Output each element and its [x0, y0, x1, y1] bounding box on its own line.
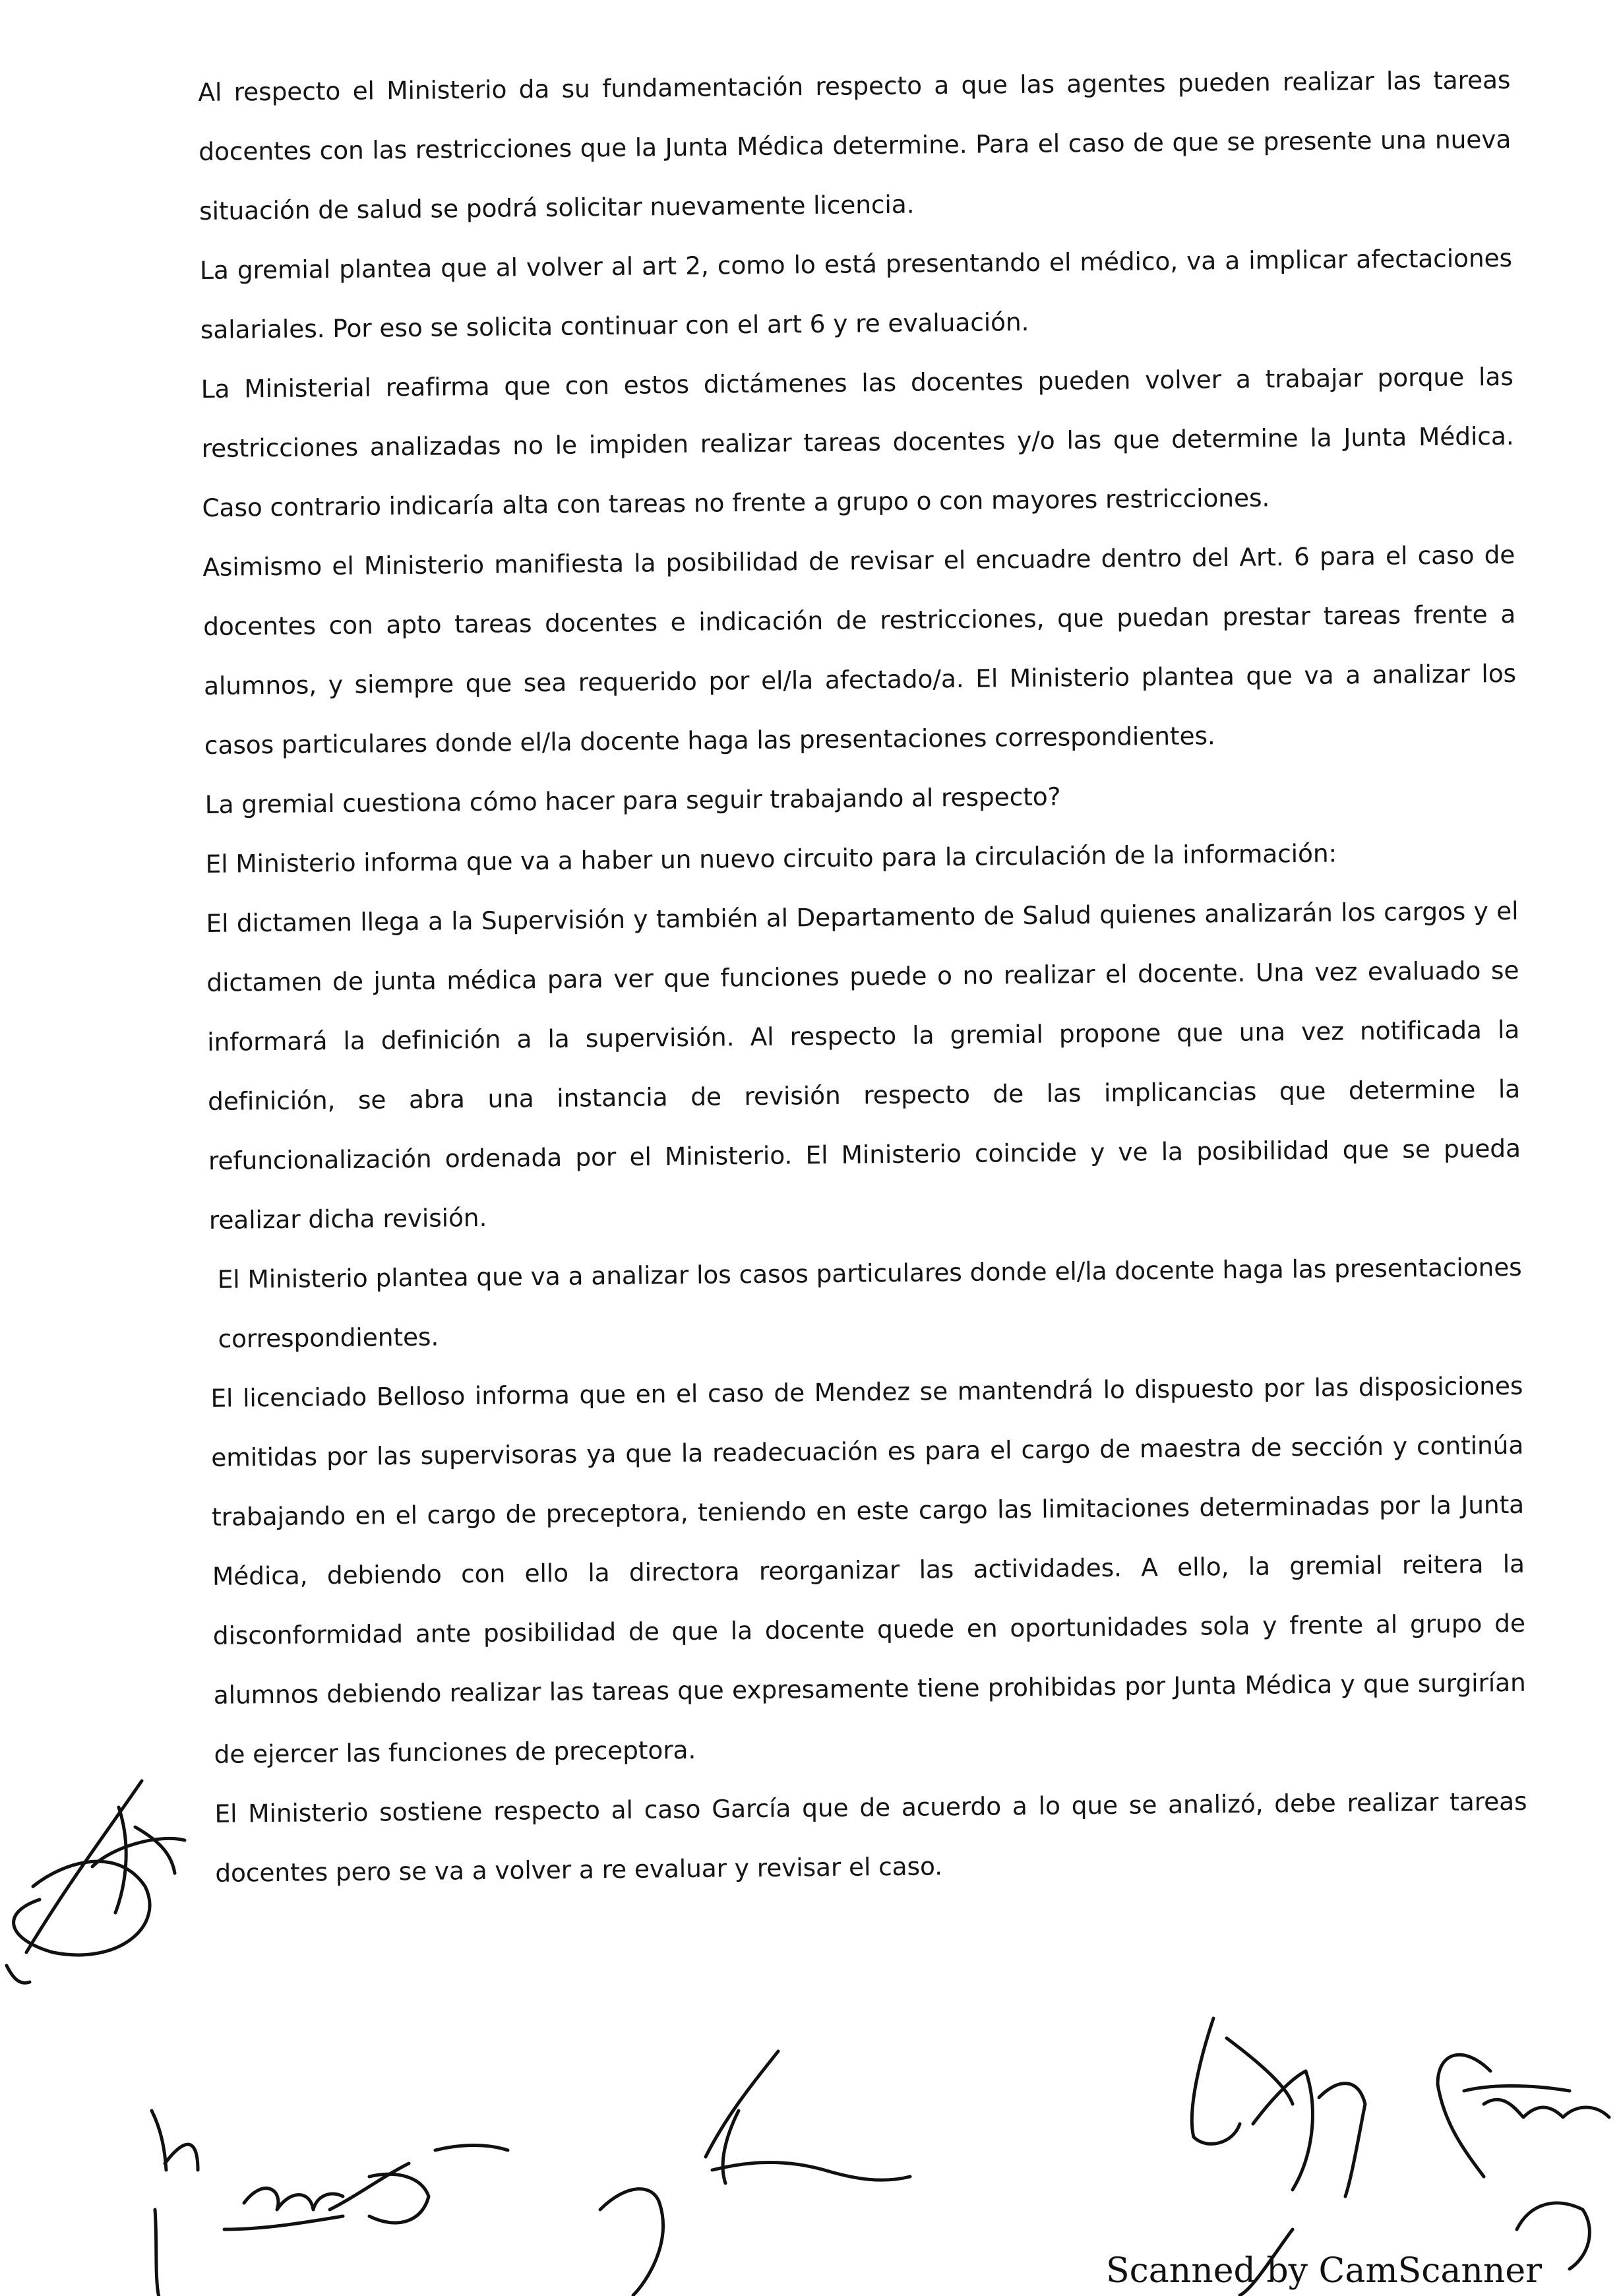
paragraph-9: El licenciado Belloso informa que en el caso de Mendez se mantendrá lo dispuesto por las disposiciones emitidas por las supervisoras ya que la readecuación es para el cargo de maestra de sección y continúa trabajando en el cargo de preceptora, teniendo en este cargo las limitaciones determinadas por la Junta Médica, debiendo con ello la directora reorganizar las actividades. A ello, la gremial reitera la disconformidad ante posibilidad de que la docente quede en oportunidades sola y frente al grupo de alumnos debiendo realizar las tareas que expresamente tiene prohibidas por Junta Médica y que surgirían de ejercer las funciones de preceptora. — [210, 1371, 1526, 1769]
paragraph-7: El dictamen llega a la Supervisión y también al Departamento de Salud quienes analizarán los cargos y el dictamen de junta médica para ver que funciones puede o no realizar el docente. Una vez evaluado se informará la definición a la supervisión. Al respecto la gremial propone que una vez notificada la definición, se abra una instancia de revisión respecto de las implicancias que determine la refuncionalización ordenada por el Ministerio. El Ministerio coincide y ve la posibilidad que se pueda realizar dicha revisión. — [206, 896, 1521, 1235]
paragraph-4: Asimismo el Ministerio manifiesta la posibilidad de revisar el encuadre dentro del Art. 6 para el caso de docentes con apto tareas docentes e indicación de restricciones, que puedan prestar tareas frente a alumnos, y siempre que sea requerido por el/la afectado/a. El Ministerio plantea que va a analizar los casos particulares donde el/la docente haga las presentaciones correspondientes. — [202, 540, 1517, 760]
paragraph-3: La Ministerial reafirma que con estos dictámenes las docentes pueden volver a trabajar porque las restricciones analizadas no le impiden realizar tareas docentes y/o las que determine la Junta Médica. Caso contrario indicaría alta con tareas no frente a grupo o con mayores restricciones. — [200, 361, 1514, 522]
signature-bottom-center — [600, 2051, 910, 2295]
paragraph-2: La gremial plantea que al volver al art 2, como lo está presentando el médico, va a implicar afectaciones salariales. Por eso se solicita continuar con el art 6 y re evaluación. — [199, 243, 1513, 344]
paragraph-6: El Ministerio informa que va a haber un nuevo circuito para la circulación de la información: — [205, 838, 1337, 879]
signature-bottom-left — [152, 2111, 198, 2296]
paragraph-8: El Ministerio plantea que va a analizar los casos particulares donde el/la docente haga las presentaciones correspondientes. — [217, 1252, 1522, 1353]
paragraph-5: La gremial cuestiona cómo hacer para seguir trabajando al respecto? — [204, 782, 1061, 819]
signature-left-margin — [14, 1781, 185, 1955]
paragraph-1: Al respecto el Ministerio da su fundamentación respecto a que las agentes pueden realizar las tareas docentes con las restricciones que la Junta Médica determine. Para el caso de que se presente una nueva situación de salud se podrá solicitar nuevamente licencia. — [198, 65, 1512, 226]
scanner-watermark: Scanned by CamScanner — [1106, 2251, 1542, 2291]
paragraph-10: El Ministerio sostiene respecto al caso García que de acuerdo a lo que se analizó, debe realizar tareas docentes pero se va a volver a re evaluar y revisar el caso. — [214, 1786, 1527, 1888]
signature-bottom-center-left — [224, 2146, 508, 2230]
document-body — [198, 50, 1528, 1903]
signature-bottom-right-2 — [1438, 2055, 1609, 2269]
